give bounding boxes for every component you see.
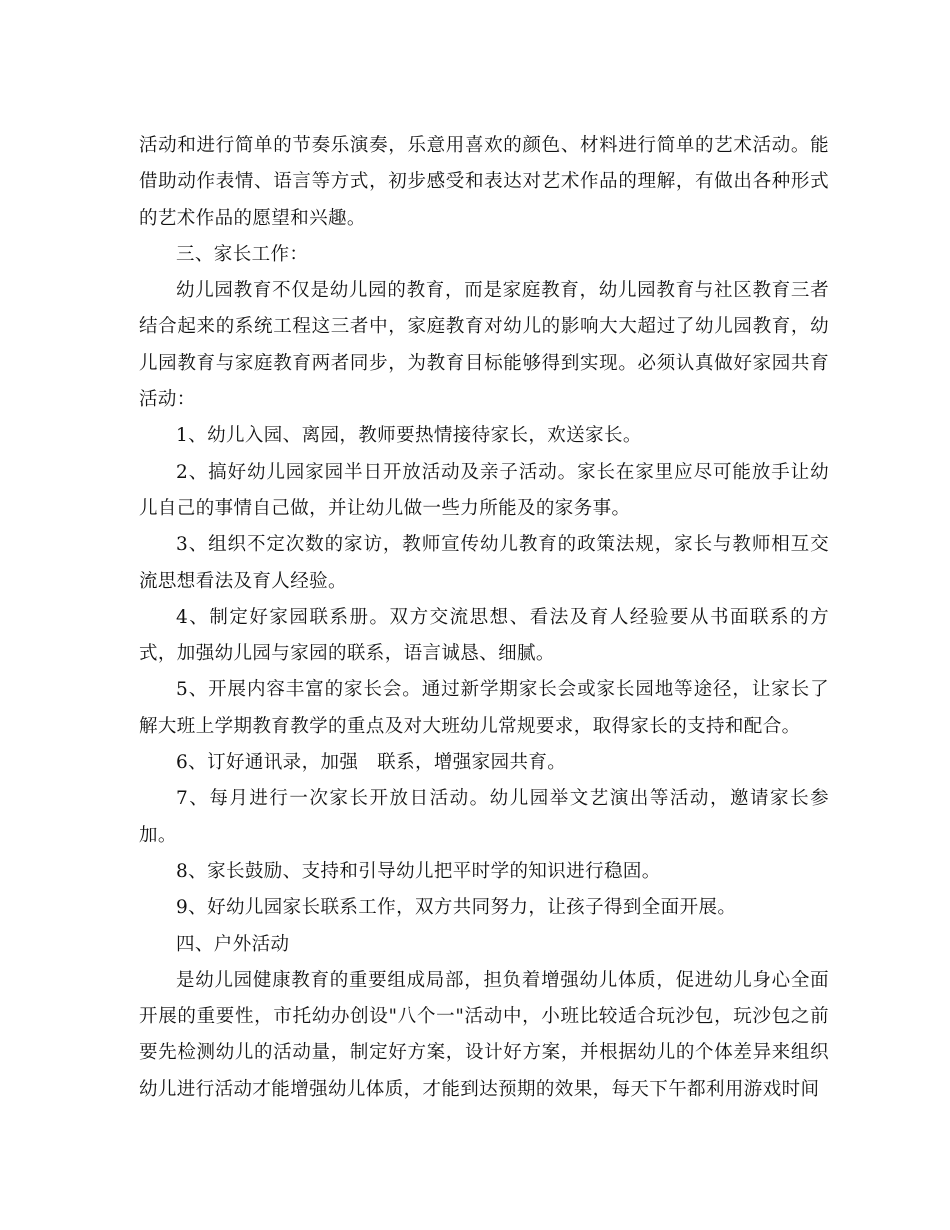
list-item-1: 1、幼儿入园、离园，教师要热情接待家长，欢送家长。 (176, 425, 642, 447)
list-item-7: 7、每月进行一次家长开放日活动。幼儿园举文艺演出等活动，邀请家长参加。 (139, 788, 829, 846)
list-item-6: 6、订好通讯录，加强 联系，增强家园共育。 (176, 752, 567, 774)
heading-outdoor-activities: 四、户外活动 (176, 933, 290, 955)
list-item-8: 8、家长鼓励、支持和引导幼儿把平时学的知识进行稳固。 (176, 860, 661, 882)
list-item-3: 3、组织不定次数的家访，教师宣传幼儿教育的政策法规，家长与教师相互交流思想看法及育人经验。 (139, 534, 829, 592)
paragraph-outdoor-activities: 是幼儿园健康教育的重要组成局部，担负着增强幼儿体质，促进幼儿身心全面开展的重要性，市托幼办创设"八个一"活动中，小班比较适合玩沙包，玩沙包之前要先检测幼儿的活动量，制定好方案，设计好方案，并根据幼儿的个体差异来组织幼儿进行活动才能增强幼儿体质，才能到达预期的效果，每天下午都利用游戏时间 (139, 969, 829, 1100)
paragraph-family-education: 幼儿园教育不仅是幼儿园的教育，而是家庭教育，幼儿园教育与社区教育三者结合起来的系统工程这三者中，家庭教育对幼儿的影响大大超过了幼儿园教育，幼儿园教育与家庭教育两者同步，为教育目标能够得到实现。必须认真做好家园共育活动： (139, 280, 829, 411)
list-item-4: 4、制定好家园联系册。双方交流思想、看法及育人经验要从书面联系的方式，加强幼儿园与家园的联系，语言诚恳、细腻。 (139, 606, 829, 665)
list-item-5: 5、开展内容丰富的家长会。通过新学期家长会或家长园地等途径，让家长了解大班上学期教育教学的重点及对大班幼儿常规要求，取得家长的支持和配合。 (139, 679, 829, 737)
paragraph-art-activities: 活动和进行简单的节奏乐演奏，乐意用喜欢的颜色、材料进行简单的艺术活动。能借助动作表情、语言等方式，初步感受和表达对艺术作品的理解，有做出各种形式的艺术作品的愿望和兴趣。 (139, 135, 829, 229)
heading-parent-work: 三、家长工作： (176, 243, 309, 265)
document-body (139, 128, 829, 1108)
list-item-9: 9、好幼儿园家长联系工作，双方共同努力，让孩子得到全面开展。 (176, 897, 737, 919)
list-item-2: 2、搞好幼儿园家园半日开放活动及亲子活动。家长在家里应尽可能放手让幼儿自己的事情自己做，并让幼儿做一些力所能及的家务事。 (139, 461, 829, 519)
